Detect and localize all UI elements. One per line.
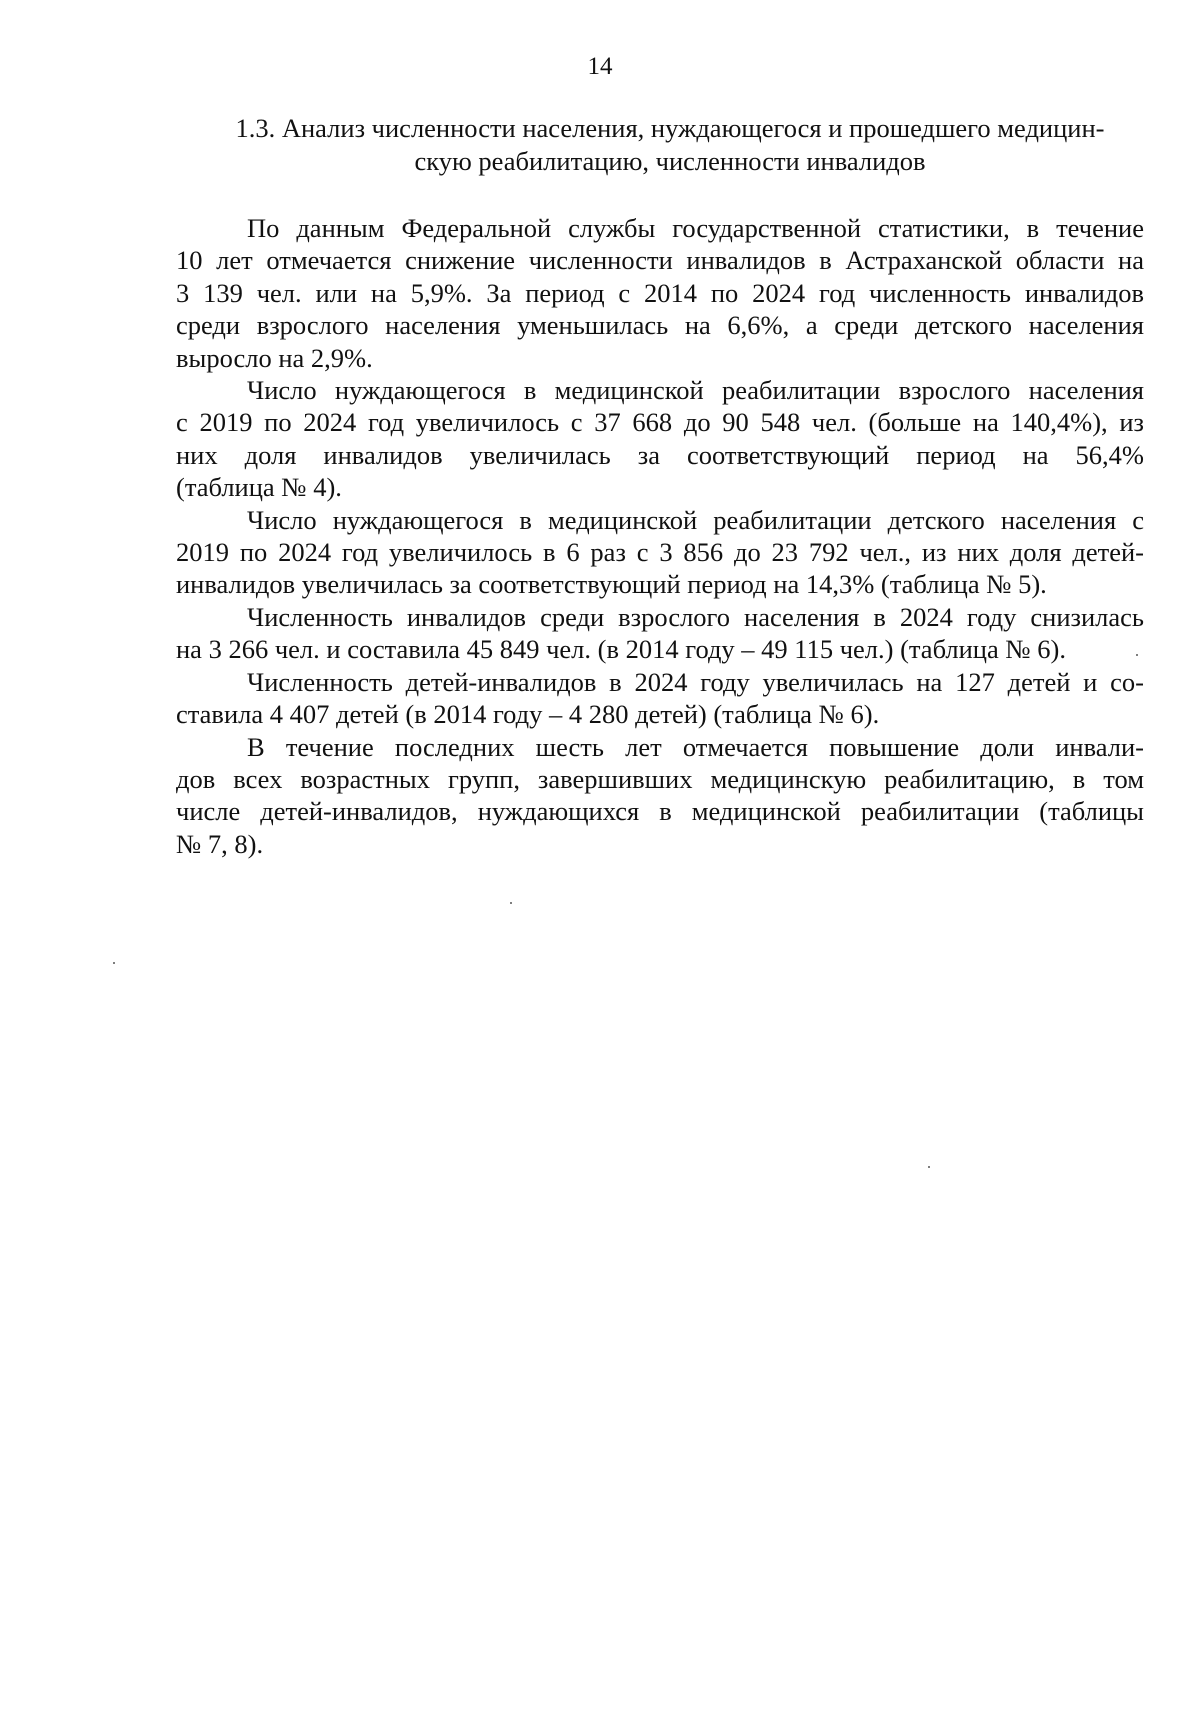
paragraph-line: инвалидов увеличилась за соответствующий период на 14,3% (таблица № 5). [176, 569, 1047, 600]
paragraph-line: Численность инвалидов среди взрослого населения в 2024 году снизилась [247, 601, 1144, 632]
scan-speck [928, 1166, 930, 1168]
paragraph [176, 212, 1144, 374]
paragraph-line: дов всех возрастных групп, завершивших медицинскую реабилитацию, в том [176, 763, 1144, 794]
body-text [176, 212, 1144, 860]
paragraph-line: выросло на 2,9%. [176, 342, 373, 373]
paragraph-line: Число нуждающегося в медицинской реабилитации детского населения с [247, 504, 1144, 535]
paragraph-line: 3 139 чел. или на 5,9%. За период с 2014 по 2024 год численность инвалидов [176, 277, 1144, 308]
scan-speck [1136, 654, 1138, 656]
scan-speck [510, 902, 512, 904]
paragraph [176, 504, 1144, 601]
paragraph [176, 601, 1144, 666]
paragraph [176, 374, 1144, 504]
paragraph-line: Число нуждающегося в медицинской реабилитации взрослого населения [247, 375, 1144, 406]
paragraph-line: них доля инвалидов увеличилась за соответствующий период на 56,4% [176, 439, 1144, 470]
heading-line: скую реабилитацию, численности инвалидов [414, 146, 926, 176]
paragraph-line: По данным Федеральной службы государственной статистики, в течение [247, 213, 1144, 243]
paragraph [176, 666, 1144, 731]
scan-speck [113, 962, 115, 964]
paragraph-line: 2019 по 2024 год увеличилось в 6 раз с 3 856 до 23 792 чел., из них доля детей- [176, 537, 1144, 568]
page-number: 14 [587, 53, 613, 80]
paragraph-line: среди взрослого населения уменьшилась на 6,6%, а среди детского населения [176, 310, 1144, 341]
paragraph [176, 731, 1144, 861]
paragraph-line: с 2019 по 2024 год увеличилось с 37 668 до 90 548 чел. (больше на 140,4%), из [176, 407, 1144, 438]
heading-line: 1.3. Анализ численности населения, нуждающегося и прошедшего медицин- [235, 113, 1105, 143]
section-heading [180, 112, 1160, 178]
paragraph-line: Численность детей-инвалидов в 2024 году увеличилась на 127 детей и со- [247, 666, 1144, 697]
paragraph-line: № 7, 8). [176, 828, 264, 859]
paragraph-line: числе детей-инвалидов, нуждающихся в медицинской реабилитации (таблицы [176, 796, 1144, 827]
paragraph-line: В течение последних шесть лет отмечается повышение доли инвали- [247, 731, 1144, 762]
paragraph-line: ставила 4 407 детей (в 2014 году – 4 280 детей) (таблица № 6). [176, 699, 880, 730]
paragraph-line: (таблица № 4). [176, 472, 342, 503]
paragraph-line: 10 лет отмечается снижение численности инвалидов в Астраханской области на [176, 245, 1144, 276]
paragraph-line: на 3 266 чел. и составила 45 849 чел. (в 2014 году – 49 115 чел.) (таблица № 6). [176, 634, 1066, 665]
